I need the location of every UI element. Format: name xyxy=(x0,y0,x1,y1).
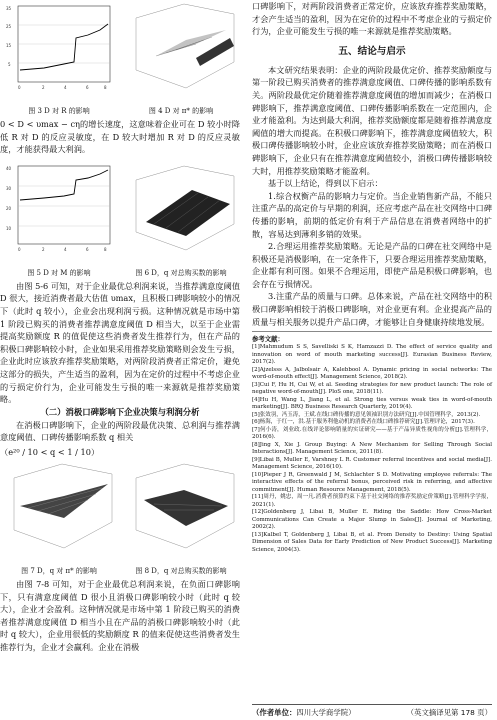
figure-4-caption: 图 4 D 对 π* 的影响 xyxy=(148,107,214,115)
reference-item: [2]Ajzelsss A, Jalbolsair A, Kalebbool A. Dynamic pricing in social networks: The word-of-mouth effect[J]. Management Science, 2018(2). xyxy=(252,366,492,381)
figure-row-mid xyxy=(0,160,240,280)
reference-item: [8]Jing X, Xie J. Group Buying: A New Mechanism for Selling Through Social Interactions[J]. Management Science, 2011(8). xyxy=(252,441,492,456)
figure-6-caption: 图 6 D，q 对总购买数的影响 xyxy=(135,268,227,277)
paragraph-left-2: 由图 5-6 可知，对于企业最优总利润来说，当推荐满意度阈值 D 很大，接近消费者最大估值 υmax，且积极口碑影响较小的情况下（此时 q 较小），企业会出现利润亏损。这种情况就是市场中第 1 阶段已购买的消费者推荐满意度阈值 D 相当大，以至于企业需提高奖励额度 R 的值促使这些消费者发生推荐行为，但在产品的积极口碑影响较小时，企业如果采用推荐奖励策略则会发生亏损，企业此时应该放弃推荐奖励策略，对两阶段消费者正常定价，避免这部分的损失，产生适当的盈利，因为在定价的过程中不考虑企业的亏损定价行为，企业可能发生亏损的唯一来源就是推荐奖励策略。 xyxy=(0,280,240,405)
svg-text:40: 40 xyxy=(6,165,12,171)
figure-3-line-plot xyxy=(4,0,116,90)
figure-8-caption: 图 8 D，q 对总购买数的影响 xyxy=(135,566,227,575)
subsection-title: （二）消极口碑影响下企业决策与利润分析 xyxy=(40,406,200,417)
figure-row-bottom xyxy=(0,460,240,578)
svg-text:0: 0 xyxy=(18,85,21,90)
author-affiliation: （作者单位：四川大学商学院） xyxy=(252,708,356,717)
svg-text:6: 6 xyxy=(86,85,89,90)
svg-text:4: 4 xyxy=(64,85,67,90)
svg-text:5: 5 xyxy=(8,62,11,67)
figure-5-caption: 图 5 D 对 M 的影响 xyxy=(27,268,91,277)
svg-text:25: 25 xyxy=(6,24,12,29)
svg-text:8: 8 xyxy=(104,246,107,252)
left-column xyxy=(0,0,240,653)
references-list xyxy=(252,344,492,554)
figure-row-top xyxy=(0,0,240,118)
svg-text:20: 20 xyxy=(6,205,12,211)
figure-8-surface-plot xyxy=(126,460,238,544)
svg-text:10: 10 xyxy=(6,225,12,231)
figure-5-line-plot xyxy=(4,160,116,252)
references-divider xyxy=(252,331,492,332)
svg-text:0: 0 xyxy=(18,246,21,252)
reference-item: [4]Hu H, Wang L, Jiang L, et al. Strong ties versus weak ties in word-of-mouth marketing[J]. BRQ Business Research Quarterly, 2019(4). xyxy=(252,396,492,411)
figure-7-surface-plot xyxy=(4,460,116,544)
svg-text:35: 35 xyxy=(6,6,12,11)
reference-item: [7]何小涛，刘业政.在线评论影响销量的实证研究——基于产品异质性视角的分析[J].管理科学，2016(6). xyxy=(252,426,492,441)
right-column xyxy=(252,0,492,554)
paragraph-right-6: 3.注重产品的质量与口碑。总体来说，产品在社交网络中的积极口碑影响相较于消极口碑影响，对企业更有利。企业提高产品的质量与相关服务以提升产品口碑，才能够让自身健康持续地发展。 xyxy=(252,291,492,327)
reference-item: [10]Pieper J R, Greenwald J M, Schlachter S D. Motivating employee referrals: The interactive effects of the referral bonus, perceived risk in referring, and affective commitment[J]. Human Resource Management, 2018(5). xyxy=(252,471,492,493)
paragraph-left-3: 在消极口碑影响下，企业的两阶段最优决策、总利润与推荐满意度阈值、口碑传播影响系数 q 相关 xyxy=(0,419,240,443)
reference-item: [9]Libai B, Muller E, Varshney L R. Customer referral incentives and social media[J]. Management Science, 2016(10). xyxy=(252,456,492,471)
svg-text:2: 2 xyxy=(42,246,45,252)
svg-text:8: 8 xyxy=(104,85,107,90)
reference-item: [11]周丹，姚忠，周一凡.消费者预算约束下基于社交网络的推荐奖励定价策略[J].管理科学学报，2021(1). xyxy=(252,494,492,508)
svg-text:2: 2 xyxy=(42,85,45,90)
figure-4-surface-plot xyxy=(126,0,238,84)
svg-text:30: 30 xyxy=(6,185,12,191)
reference-item: [3]Cui F, Hu H, Cui W, et al. Seeding strategies for new product launch: The role of negative word-of-mouth[J]. PloS one, 2018(11). xyxy=(252,381,492,396)
svg-text:4: 4 xyxy=(64,246,67,252)
references-title: 参考文献： xyxy=(252,335,284,344)
paragraph-right-3: 基于以上结论，得到以下启示： xyxy=(268,178,383,189)
formula-q-range: （e²⁰ / 10 < q < 1 / 10） xyxy=(0,446,100,457)
paragraph-left-1: 0 < D < υmax − cη的增长速度，这意味着企业可在 D 较小时降低 R 对 D 的反应灵敏度，在 D 较大时增加 R 对 D 的反应灵敏度，才能获得最大利润。 xyxy=(0,119,240,155)
paragraph-left-4: 由图 7-8 可知，对于企业最优总利润来说，在负面口碑影响下，只有满意度阈值 D 很小且消极口碑影响较小时（此时 q 较大），企业才会盈利。这种情况就是市场中第 1 阶段已购买的消费者推荐满意度阈值 D 相当小且在产品的消极口碑影响较小时（此时 q 较大），企业用很低的奖励额度 R 的值来促使这些消费者发生推荐行为，企业才会赢利。企业在消极 xyxy=(0,578,240,652)
english-abstract-note: （英文摘译见第 178 页） xyxy=(406,708,492,717)
figure-3-caption: 图 3 D 对 R 的影响 xyxy=(28,107,90,115)
reference-item: [6]杨海，于红一，洪.基于服务利他动机的消费者在线口碑推荐研究[J].管理评论，2017(3). xyxy=(252,419,475,426)
section-title: 五、结论与启示 xyxy=(338,45,406,57)
reference-item: [13]Kalbel T, Goldenberg J, Libai B, et al. From Density to Destiny: Using Spatial Dimension of Sales Data for Early Prediction of New Product Success[J]. Marketing Science, 2004(3). xyxy=(252,531,492,553)
paragraph-right-2: 本文研究结果表明：企业的两阶段最优定价、推荐奖励额度与第一阶段已购买消费者的推荐满意度阈值、口碑传播的影响系数有关。两阶段最优定价随着推荐满意度阈值的增加而减少；在消极口碑影响下，推荐满意度阈值、口碑传播影响系数在一定范围内，企业才能盈利。为达到最大利润，推荐奖励额度都是随着推荐满意度阈值的增大而提高。在积极口碑影响下，推荐满意度阈值较大，积极口碑传播影响较小时，企业应该放弃推荐奖励策略；而在消极口碑影响下，企业只有在推荐满意度阈值较小，消极口碑传播影响较大时，用推荐奖励策略才能盈利。 xyxy=(252,64,492,176)
paragraph-right-1: 口碑影响下，对两阶段消费者正常定价，应该放弃推荐奖励策略，才会产生适当的盈利，因为在定价的过程中不考虑企业的亏损定价行为，企业可能发生亏损的唯一来源就是推荐奖励策略。 xyxy=(252,1,492,37)
svg-text:15: 15 xyxy=(6,43,12,48)
reference-item: [5]张效羽，冯玉涛，王斌.在线口碑传播的意见领袖识别方法研究[J].中国管理科学，2013(2). xyxy=(252,411,481,418)
page-footer xyxy=(252,704,492,718)
svg-text:6: 6 xyxy=(86,246,89,252)
figure-7-caption: 图 7 D，q 对 π* 的影响 xyxy=(21,566,97,575)
paragraph-right-4: 1.综合权衡产品的影响力与定价。当企业销售新产品，不能只注重产品的高定价与早期的利润，还应考虑产品在社交网络中口碑传播的影响，前期的低定价有利于产品信息在消费者网络中的扩散，容易达到薄利多销的效果。 xyxy=(252,190,492,239)
figure-6-surface-plot xyxy=(126,160,238,244)
reference-item: [12]Goldenberg J, Libai B, Muller E. Riding the Saddle: How Cross-Market Communications Can Create a Major Slump in Sales[J]. Journal of Marketing, 2002(2). xyxy=(252,509,492,531)
paragraph-right-5: 2.合理运用推荐奖励策略。无论是产品的口碑在社交网络中是积极还是消极影响，在一定条件下，只要合理运用推荐奖励策略，企业都有利可图。如果不合理运用，即使产品是积极口碑影响，也会存在亏损情况。 xyxy=(252,241,492,289)
reference-item: [1]Mahmudum S S, Savelliski S K, Hamzazzi D. The effect of service quality and innovation on word of mouth marketing success[J]. Eurasian Business Review, 2017(2). xyxy=(252,344,492,366)
